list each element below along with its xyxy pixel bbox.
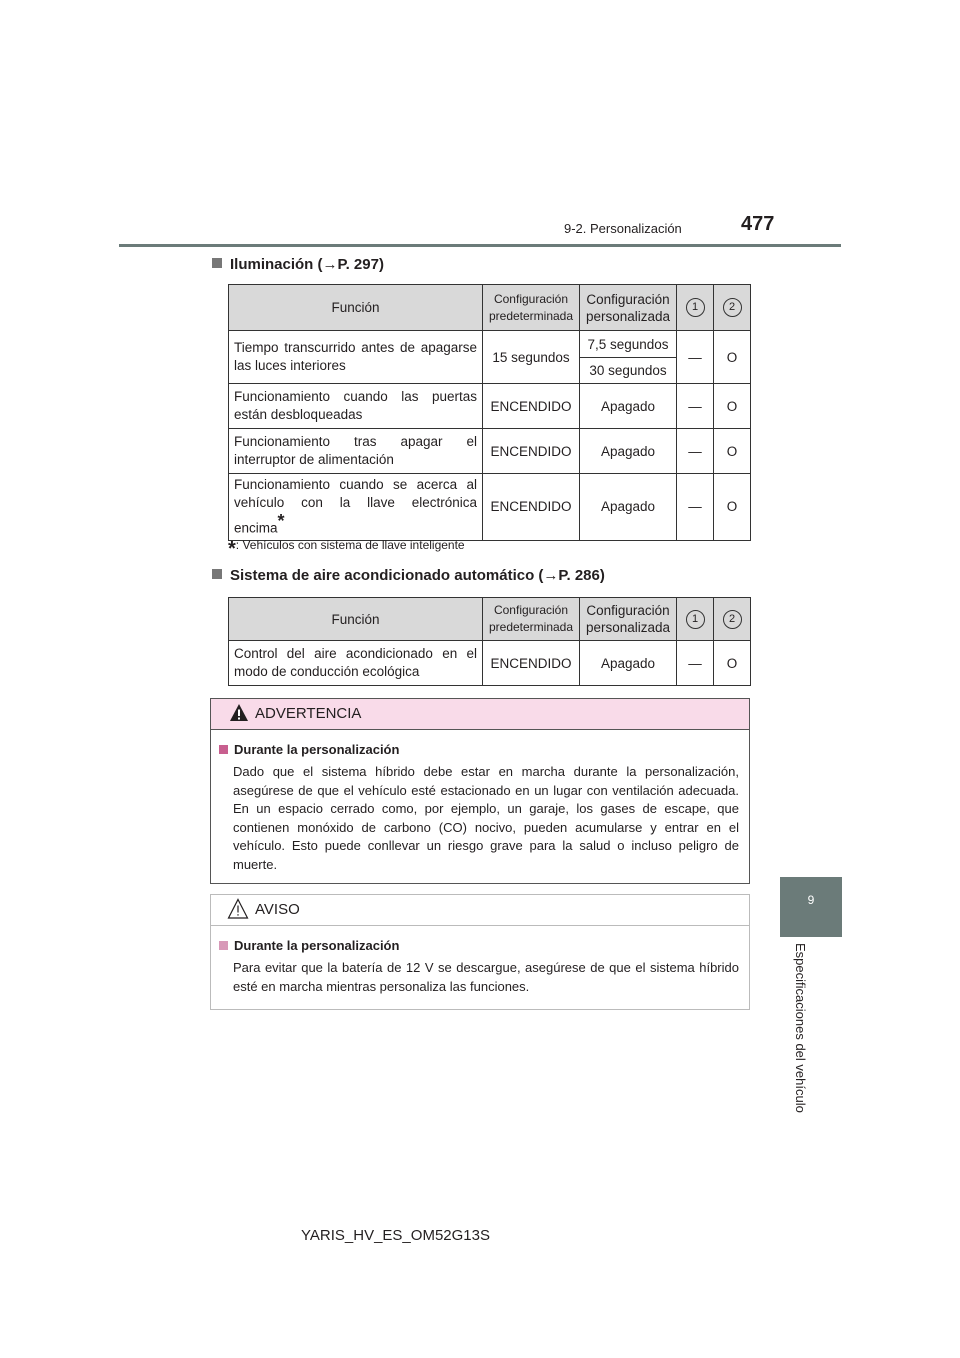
running-header-section: 9-2. Personalización [564,221,682,236]
notice-label: AVISO [255,901,300,918]
mode1-cell: — [677,429,714,474]
default-cell: ENCENDIDO [483,641,580,686]
custom-cell: Apagado [580,474,677,541]
circled-2-icon: 2 [723,298,742,317]
custom-cell: Apagado [580,429,677,474]
table-row [229,474,751,541]
chapter-title: Especificaciones del vehículo [793,943,808,1113]
default-cell: ENCENDIDO [483,429,580,474]
warning-label: ADVERTENCIA [255,705,362,722]
function-cell: Funcionamiento cuando se acerca al vehículo con la llave electrónica encima* [229,474,483,541]
mode2-cell: O [714,384,751,429]
mode2-cell: O [714,331,751,384]
col-mode-2 [714,285,751,331]
section-bullet-icon [212,569,222,579]
default-cell: 15 segundos [483,331,580,384]
aircon-table [228,597,751,686]
notice-box [210,894,750,1010]
notice-header [211,895,749,926]
notice-subtitle: Durante la personalización [219,938,741,953]
custom-cell: Apagado [580,384,677,429]
warning-text: Dado que el sistema híbrido debe estar en marcha durante la personalización, asegúrese de que el vehículo esté estacionado en un lugar con ventilación adecuada. En un espacio cerrado como, por ejemplo, un garaje, los gases de escape, que contienen monóxido de carbono (CO) nocivo, pueden acumularse y entrar en el vehículo. Esto puede conllevar un riesgo grave para la salud o incluso peligro de muerte. [233,764,739,872]
mode2-cell: O [714,641,751,686]
default-cell: ENCENDIDO [483,384,580,429]
circled-1-icon: 1 [686,610,705,629]
function-cell: Funcionamiento cuando las puertas están desbloqueadas [229,384,483,429]
bullet-square-icon [219,745,228,754]
custom-cell: 30 segundos [580,358,677,384]
table-row [229,641,751,686]
table-row [229,429,751,474]
warning-box [210,698,750,884]
custom-cell: Apagado [580,641,677,686]
warning-subtitle: Durante la personalización [219,742,741,757]
mode1-cell: — [677,384,714,429]
notice-body [211,926,749,1006]
col-function: Función [229,598,483,641]
illumination-table [228,284,751,541]
chapter-tab [780,877,842,937]
circled-2-icon: 2 [723,610,742,629]
custom-cell: 7,5 segundos [580,331,677,358]
footnote-mark: * [228,538,236,560]
mode2-cell: O [714,474,751,541]
chapter-number: 9 [807,893,815,907]
warning-triangle-icon [229,703,249,723]
function-cell: Control del aire acondicionado en el modo de conducción ecológica [229,641,483,686]
col-mode-1 [677,598,714,641]
mode1-cell: — [677,641,714,686]
col-mode-2 [714,598,751,641]
document-id: YARIS_HV_ES_OM52G13S [301,1227,490,1244]
function-cell: Tiempo transcurrido antes de apagarse las luces interiores [229,331,483,384]
bullet-square-icon [219,941,228,950]
warning-body [211,730,749,884]
section-title-illumination: Iluminación (→P. 297) [212,256,384,273]
notice-text: Para evitar que la batería de 12 V se descargue, asegúrese de que el sistema híbrido esté en marcha mientras personaliza las funciones. [233,960,739,994]
col-default-setting: Configuración predeterminada [483,598,580,641]
col-default-setting: Configuración predeterminada [483,285,580,331]
header-rule [119,244,841,247]
table-row [229,331,751,358]
col-custom-setting: Configuración personalizada [580,598,677,641]
col-mode-1 [677,285,714,331]
mode2-cell: O [714,429,751,474]
circled-1-icon: 1 [686,298,705,317]
footnote-mark: * [277,511,285,531]
table-header-row [229,285,751,331]
col-function: Función [229,285,483,331]
mode1-cell: — [677,331,714,384]
table-row [229,384,751,429]
footnote: *: Vehículos con sistema de llave inteligente [228,538,465,560]
caution-triangle-icon [227,898,249,920]
warning-header [211,699,749,730]
section-bullet-icon [212,258,222,268]
col-custom-setting: Configuración personalizada [580,285,677,331]
function-cell: Funcionamiento tras apagar el interruptor de alimentación [229,429,483,474]
default-cell: ENCENDIDO [483,474,580,541]
table-header-row [229,598,751,641]
page-number: 477 [741,213,775,235]
section-title-aircon: Sistema de aire acondicionado automático (→P. 286) [212,567,605,584]
mode1-cell: — [677,474,714,541]
